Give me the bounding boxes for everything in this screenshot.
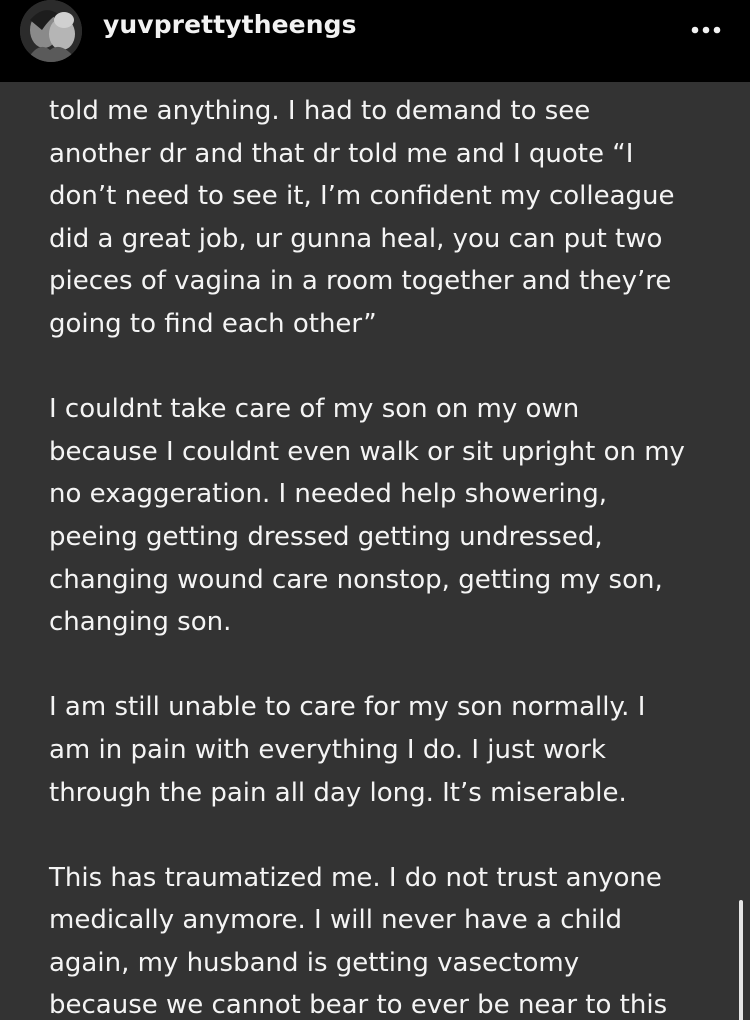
caption-line: no exaggeration. I needed help showering,: [49, 479, 607, 510]
caption-line: pieces of vagina in a room together and they’re: [49, 266, 672, 297]
caption-line: I am still unable to care for my son normally. I: [49, 692, 646, 723]
caption-line: through the pain all day long. It’s miserable.: [49, 777, 627, 808]
caption-line: did a great job, ur gunna heal, you can put two: [49, 223, 663, 254]
caption-line: don’t need to see it, I’m confident my colleague: [49, 181, 675, 212]
caption-line: am in pain with everything I do. I just work: [49, 734, 606, 765]
caption-line: medically anymore. I will never have a child: [49, 905, 622, 936]
caption-paragraph: [49, 388, 729, 644]
profile-avatar[interactable]: [20, 0, 82, 62]
caption-paragraph: [49, 90, 729, 346]
caption-line: I couldnt take care of my son on my own: [49, 394, 580, 425]
caption-line: peeing getting dressed getting undressed,: [49, 521, 603, 552]
caption-line: another dr and that dr told me and I quote “I: [49, 138, 634, 169]
username[interactable]: yuvprettytheengs: [103, 10, 357, 39]
header-bar: [0, 0, 750, 82]
caption-line: because we cannot bear to ever be near to this: [49, 990, 668, 1020]
more-horizontal-icon: [691, 26, 721, 34]
avatar-photo-icon: [20, 0, 82, 62]
caption-line: because I couldnt even walk or sit upright on my: [49, 436, 685, 467]
caption-line: again, my husband is getting vasectomy: [49, 947, 580, 978]
caption-line: This has traumatized me. I do not trust anyone: [49, 862, 662, 893]
caption-line: told me anything. I had to demand to see: [49, 96, 591, 126]
caption-paragraph: [49, 686, 729, 814]
scrollbar[interactable]: [739, 900, 743, 1020]
caption-line: going to find each other”: [49, 308, 377, 339]
caption-line: changing wound care nonstop, getting my son,: [49, 564, 663, 595]
caption-line: changing son.: [49, 607, 232, 638]
caption-text: [49, 90, 729, 1020]
caption-paragraph: [49, 857, 729, 1020]
more-options-button[interactable]: [676, 10, 736, 50]
